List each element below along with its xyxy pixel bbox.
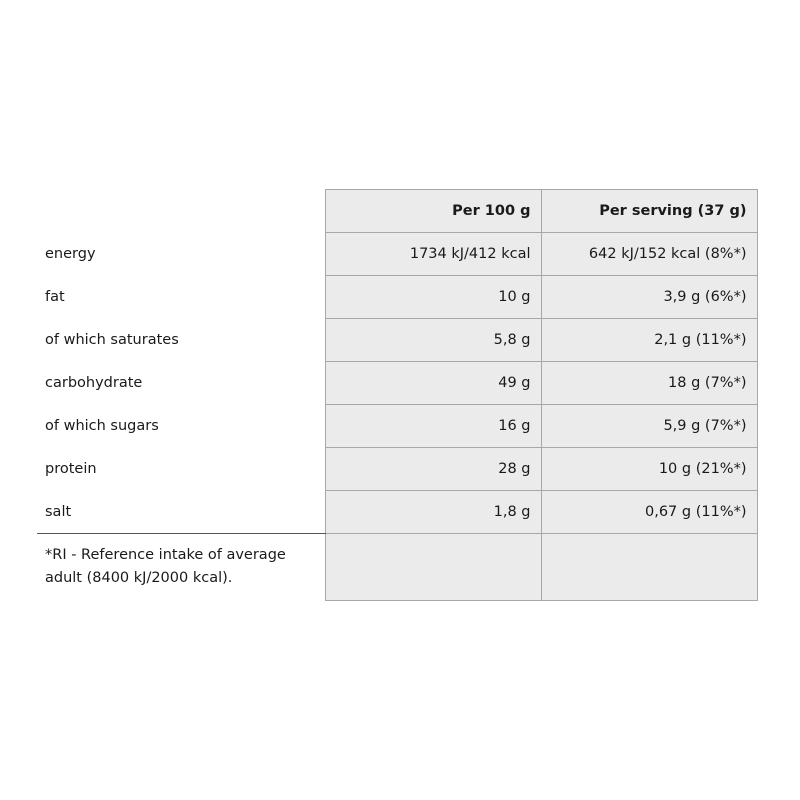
- nutrient-label: fat: [37, 276, 325, 319]
- nutrient-label: energy: [37, 233, 325, 276]
- table-row: [37, 491, 757, 534]
- table-row: [37, 319, 757, 362]
- per-100g-value: 5,8 g: [325, 319, 541, 362]
- nutrient-label: carbohydrate: [37, 362, 325, 405]
- nutrient-label: of which sugars: [37, 405, 325, 448]
- per-serving-value: 2,1 g (11%*): [541, 319, 757, 362]
- per-100g-value: 10 g: [325, 276, 541, 319]
- footnote-row: [37, 534, 757, 601]
- per-serving-value: 642 kJ/152 kcal (8%*): [541, 233, 757, 276]
- footnote-text: *RI - Reference intake of average adult (8400 kJ/2000 kcal).: [37, 534, 325, 601]
- per-100g-value: 16 g: [325, 405, 541, 448]
- table-row: [37, 362, 757, 405]
- per-100g-value: 49 g: [325, 362, 541, 405]
- per-serving-value: 0,67 g (11%*): [541, 491, 757, 534]
- nutrient-label: of which saturates: [37, 319, 325, 362]
- per-serving-value: 10 g (21%*): [541, 448, 757, 491]
- per-serving-value: 18 g (7%*): [541, 362, 757, 405]
- footnote-empty-cell: [325, 534, 541, 601]
- header-blank-cell: [37, 190, 325, 233]
- table-row: [37, 276, 757, 319]
- table-row: [37, 233, 757, 276]
- nutrient-label: protein: [37, 448, 325, 491]
- table-row: [37, 405, 757, 448]
- footnote-empty-cell: [541, 534, 757, 601]
- per-100g-value: 1734 kJ/412 kcal: [325, 233, 541, 276]
- per-serving-value: 5,9 g (7%*): [541, 405, 757, 448]
- per-serving-value: 3,9 g (6%*): [541, 276, 757, 319]
- per-100g-value: 1,8 g: [325, 491, 541, 534]
- table-row: [37, 448, 757, 491]
- header-per-100g: Per 100 g: [325, 190, 541, 233]
- header-per-serving: Per serving (37 g): [541, 190, 757, 233]
- per-100g-value: 28 g: [325, 448, 541, 491]
- nutrient-label: salt: [37, 491, 325, 534]
- nutrition-table: [37, 189, 758, 601]
- header-row: [37, 190, 757, 233]
